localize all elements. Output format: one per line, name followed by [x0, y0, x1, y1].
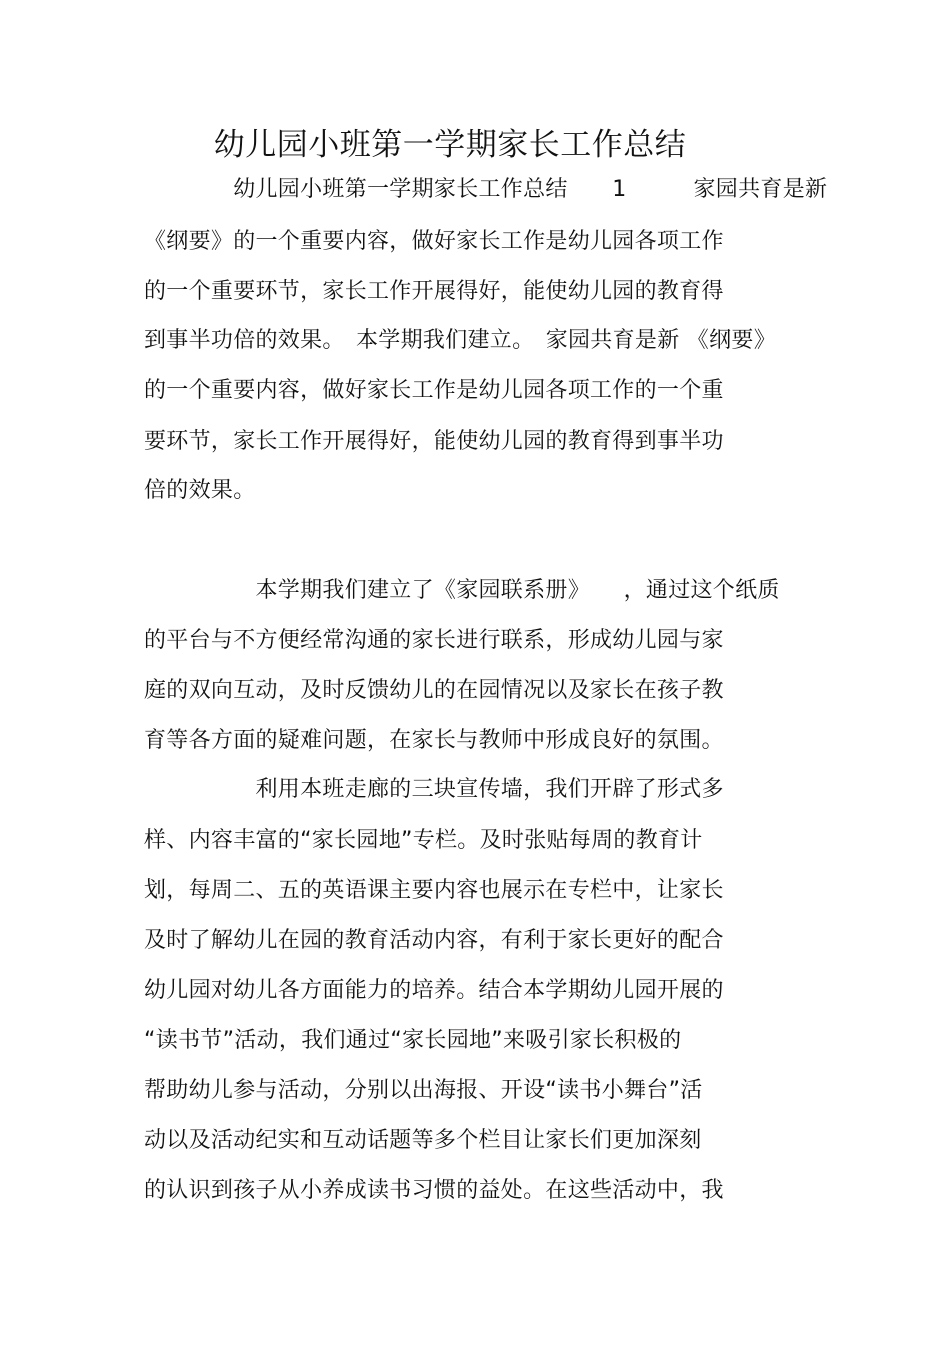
- paragraph-line: 帮助幼儿参与活动，分别以出海报、开设“读书小舞台”活: [144, 1078, 703, 1103]
- paragraph-line: 动以及活动纪实和互动话题等多个栏目让家长们更加深刻: [144, 1128, 702, 1153]
- paragraph-line: 样、内容丰富的“家长园地”专栏。及时张贴每周的教育计: [144, 828, 703, 853]
- paragraph-line: 的认识到孩子从小养成读书习惯的益处。在这些活动中，我: [144, 1178, 724, 1203]
- paragraph-line: 庭的双向互动，及时反馈幼儿的在园情况以及家长在孩子教: [144, 678, 724, 703]
- paragraph-line: 利用本班走廊的三块宣传墙，我们开辟了形式多: [144, 777, 724, 802]
- paragraph-line: 划，每周二、五的英语课主要内容也展示在专栏中，让家长: [144, 878, 724, 903]
- paragraph-line: 的平台与不方便经常沟通的家长进行联系，形成幼儿园与家: [144, 628, 724, 653]
- paragraph-line: 《纲要》的一个重要内容，做好家长工作是幼儿园各项工作: [144, 229, 724, 254]
- paragraph-line: 及时了解幼儿在园的教育活动内容，有利于家长更好的配合: [144, 928, 724, 953]
- paragraph-line: 到事半功倍的效果。 本学期我们建立。 家园共育是新 《纲要》: [144, 328, 776, 353]
- paragraph-line: 幼儿园对幼儿各方面能力的培养。结合本学期幼儿园开展的: [144, 978, 724, 1003]
- paragraph-line: 的一个重要内容，做好家长工作是幼儿园各项工作的一个重: [144, 378, 724, 403]
- paragraph-line: 育等各方面的疑难问题，在家长与教师中形成良好的氛围。: [144, 728, 724, 753]
- paragraph-line: 的一个重要环节，家长工作开展得好，能使幼儿园的教育得: [144, 279, 724, 304]
- paragraph-line: “读书节”活动，我们通过“家长园地”来吸引家长积极的: [144, 1028, 682, 1053]
- paragraph-line: 要环节，家长工作开展得好，能使幼儿园的教育得到事半功: [144, 429, 724, 454]
- paragraph-line: 倍的效果。: [144, 478, 256, 503]
- paragraph-line: 幼儿园小班第一学期家长工作总结 1 家园共育是新: [144, 177, 828, 202]
- document-title: 幼儿园小班第一学期家长工作总结: [213, 127, 687, 163]
- paragraph-line: 本学期我们建立了《家园联系册》 ，通过这个纸质: [144, 578, 780, 603]
